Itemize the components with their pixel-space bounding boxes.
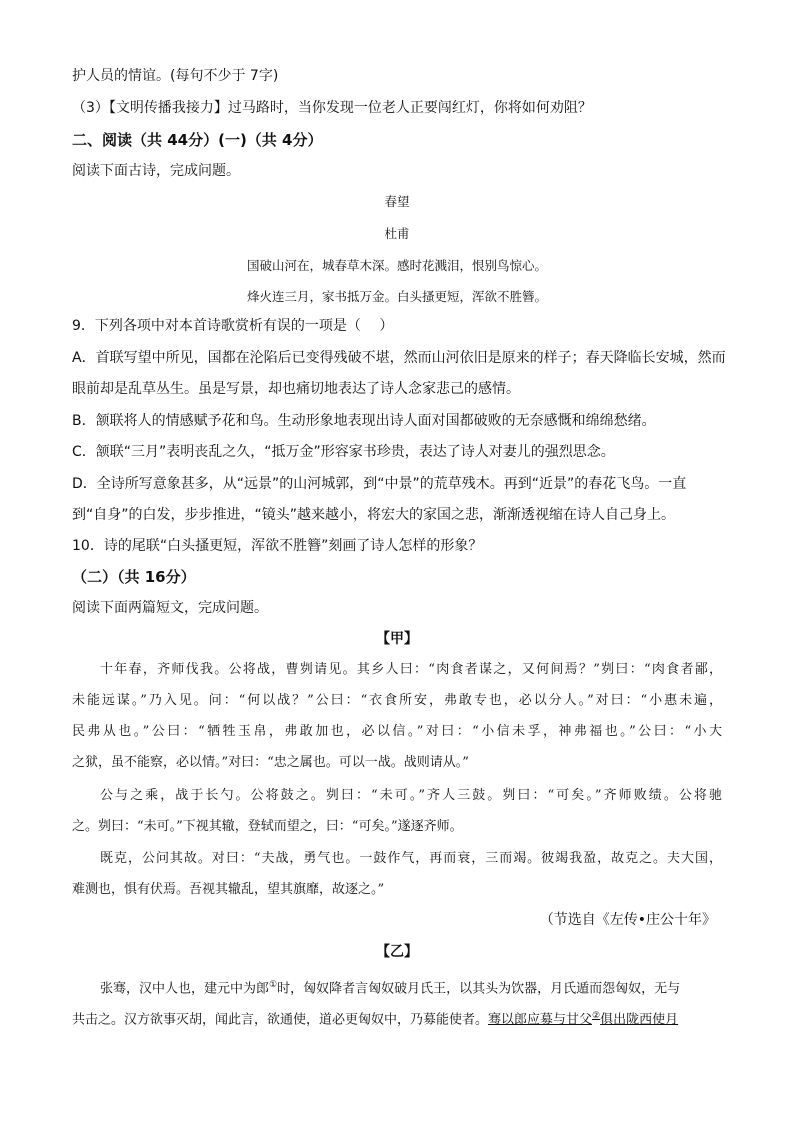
poem-line: 烽火连三月，家书抵万金。白头搔更短，浑欲不胜簪。 [246,289,547,304]
footnote-marker: ② [592,1011,601,1021]
question-9-stem: 9．下列各项中对本首诗歌赏析有误的一项是（ ） [72,318,394,334]
question-10-stem: 10．诗的尾联“白头搔更短，浑欲不胜簪”刻画了诗人怎样的形象？ [72,538,483,554]
passage-jia-source: （节选自《左传•庄公十年》 [539,912,716,928]
passage-jia-line: 未能远谋。”乃入见。问：“何以战？”公曰：“衣食所安，弗敢专也，必以分人。”对曰：“小惠未遍， [72,693,722,708]
option-a: A．首联写望中所见，国都在沦陷后已变得残破不堪，然而山河依旧是原来的样子；春天降临长安城，然而 [72,350,726,366]
part2-heading: （二）（共 16分） [72,568,196,586]
option-b: B．颔联将人的情感赋予花和鸟。生动形象地表现出诗人面对国都破败的无奈感慨和绵绵愁绪。 [72,413,656,429]
section-heading-reading: 二、阅读（共 44分）(一)（共 4分） [72,131,323,149]
part2-instruction: 阅读下面两篇短文，完成问题。 [72,600,268,616]
poem-title: 春望 [384,194,410,209]
passage-jia-line: 之狱，虽不能察，必以情。”对曰：“忠之属也。可以一战。战则请从。” [72,755,469,770]
passage-jia-line: 既克，公问其故。对曰：“夫战，勇气也。一鼓作气，再而衰，三而竭。彼竭我盈，故克之。夫大国， [100,851,722,866]
passage-jia-line: 公与之乘，战于长勺。公将鼓之。刿曰：“未可。”齐人三鼓。刿曰：“可矣。”齐师败绩。公将驰 [100,788,722,803]
poem-line: 国破山河在，城春草木深。感时花溅泪，恨别鸟惊心。 [246,258,547,273]
poem-instruction: 阅读下面古诗，完成问题。 [72,163,240,179]
passage-jia-line: 难测也，惧有伏焉。吾视其辙乱，望其旗靡，故逐之。” [72,882,385,897]
passage-jia-line: 民弗从也。”公曰：“牺牲玉帛，弗敢加也，必以信。”对曰：“小信未孚，神弗福也。”公曰：“小大 [72,724,722,739]
passage-jia-title: 【甲】 [376,631,418,647]
underlined-sentence-cont: 俱出陇西使月 [600,1012,679,1028]
passage-yi-line: 共击之。汉方欲事灭胡，闻此言，欲通使，道必更匈奴中，乃募能使者。骞以郎应募与甘父②俱出陇西使月 [72,1011,679,1028]
option-a-cont: 眼前却是乱草丛生。虽是写景，却也痛切地表达了诗人念家悲己的感情。 [72,381,520,397]
option-d-cont: 到“自身”的白发，步步推进，“镜头”越来越小，将宏大的家国之悲，渐渐透视缩在诗人自己身上。 [72,507,676,523]
option-d: D．全诗所写意象甚多，从“远景”的山河城郭，到“中景”的荒草残木。再到“近景”的春花飞鸟。一直 [72,476,687,492]
option-c: C．颔联“三月”表明丧乱之久，“抵万金”形容家书珍贵，表达了诗人对妻儿的强烈思念。 [72,444,615,460]
passage-yi-line: 张骞，汉中人也，建元中为郎①时，匈奴降者言匈奴破月氏王，以其头为饮器，月氏遁而怨匈奴，无与 [100,980,681,997]
passage-jia-line: 之。刿曰：“未可。”下视其辙，登轼而望之，曰：“可矣。”遂逐齐师。 [72,819,463,834]
footnote-marker: ① [269,980,278,990]
question-3: （3）【文明传播我接力】过马路时，当你发现一位老人正要闯红灯，你将如何劝阻？ [72,100,592,116]
passage-jia-line: 十年春，齐师伐我。公将战，曹刿请见。其乡人曰：“肉食者谋之，又何间焉？”刿曰：“肉食者鄙， [100,662,722,677]
underlined-sentence: 骞以郎应募与甘父 [488,1012,593,1028]
prev-question-tail: 护人员的情谊。(每句不少于 7字) [72,68,279,84]
poem-author: 杜甫 [384,226,410,241]
passage-yi-title: 【乙】 [376,944,418,960]
